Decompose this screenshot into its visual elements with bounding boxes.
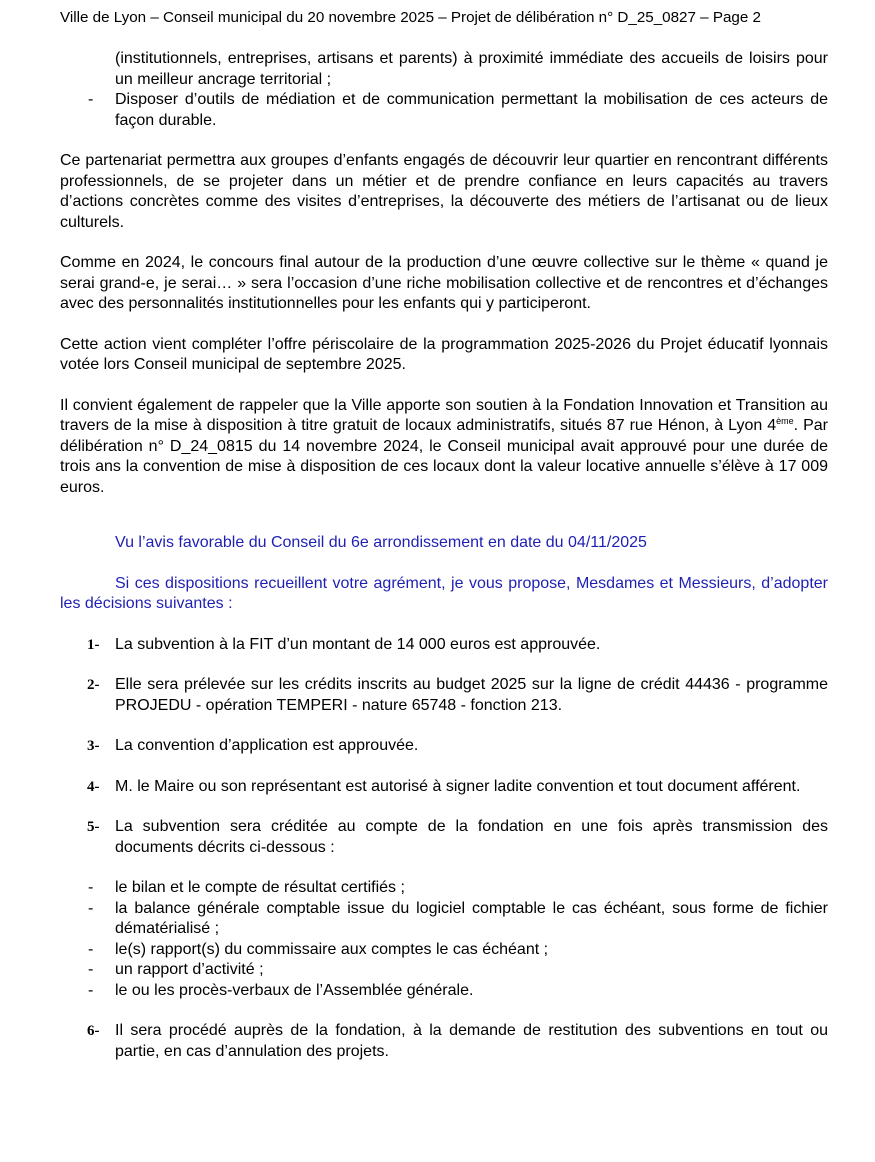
decision-text: La subvention à la FIT d’un montant de 14 000 euros est approuvée. <box>115 635 601 653</box>
decision-text: Il sera procédé auprès de la fondation, à la demande de restitution des subventions en tout ou partie, en cas d’annulation des projets. <box>115 1022 828 1060</box>
locaux-text-end: . Par délibération n° D_24_0815 du 14 novembre 2024, le Conseil municipal avait approuvé pour une durée de trois ans la convention de mise à disposition de ces locaux dont la valeur locative annuelle s’élève à 17 009 euros. <box>60 417 829 496</box>
bullet-text: Disposer d’outils de médiation et de communication permettant la mobilisation de ces acteurs de façon durable. <box>115 91 828 129</box>
decision-item <box>60 817 828 858</box>
intro-bullet <box>60 90 828 131</box>
decision-number: 6- <box>87 1023 100 1039</box>
locaux-text-start: Il convient également de rappeler que la Ville apporte son soutien à la Fondation Innovation et Transition au travers de la mise à disposition à titre gratuit de locaux administratifs, situés 87 rue Hénon, à Lyon 4 <box>60 396 828 434</box>
documents-list-item <box>60 981 828 1002</box>
documents-list-item <box>60 899 828 940</box>
decision-item <box>60 1021 828 1062</box>
documents-list-text: le ou les procès-verbaux de l’Assemblée générale. <box>115 981 474 999</box>
decision-text: La subvention sera créditée au compte de la fondation en une fois après transmission des documents décrits ci-dessous : <box>115 818 828 856</box>
page-header: Ville de Lyon – Conseil municipal du 20 novembre 2025 – Projet de délibération n° D_25_0827 – Page 2 <box>60 9 761 26</box>
paragraph-locaux <box>60 396 828 499</box>
decision-item <box>60 777 828 798</box>
bullet-dash: - <box>88 91 94 108</box>
documents-list-text: le bilan et le compte de résultat certifiés ; <box>115 879 405 896</box>
paragraph-concours: Comme en 2024, le concours final autour de la production d’une œuvre collective sur le thème « quand je serai grand-e, je serai… » sera l’occasion d’une riche mobilisation collective et de rencontres et d’échanges avec des personnalités institutionnelles pour les enfants qui y participeront. <box>60 254 828 312</box>
documents-list-item <box>60 960 828 981</box>
documents-list-text: un rapport d’activité ; <box>115 961 264 978</box>
decision-text: La convention d’application est approuvée. <box>115 737 419 754</box>
document-body <box>60 49 828 1062</box>
avis-line: Vu l’avis favorable du Conseil du 6e arrondissement en date du 04/11/2025 <box>115 534 647 551</box>
bullet-dash: - <box>88 961 94 978</box>
proposal-paragraph: Si ces dispositions recueillent votre agrément, je vous propose, Mesdames et Messieurs, d’adopter les décisions suivantes : <box>60 574 828 612</box>
intro-continuation: (institutionnels, entreprises, artisans et parents) à proximité immédiate des accueils de loisirs pour un meilleur ancrage territorial ; <box>115 50 828 88</box>
decision-number: 5- <box>87 819 100 835</box>
decision-text: M. le Maire ou son représentant est autorisé à signer ladite convention et tout document afférent. <box>115 777 801 795</box>
decision-text: Elle sera prélevée sur les crédits inscrits au budget 2025 sur la ligne de crédit 44436 - programme PROJEDU - opération TEMPERI - nature 65748 - fonction 213. <box>115 676 828 714</box>
decision-number: 4- <box>87 778 100 795</box>
documents-list-text: le(s) rapport(s) du commissaire aux comptes le cas échéant ; <box>115 940 549 958</box>
decision-item <box>60 635 828 656</box>
documents-list <box>60 878 828 1001</box>
decision-number: 2- <box>87 677 100 693</box>
decision-number: 3- <box>87 738 100 754</box>
documents-list-item <box>60 878 828 899</box>
decision-item <box>60 675 828 716</box>
decision-number: 1- <box>87 636 100 653</box>
bullet-dash: - <box>88 879 94 896</box>
bullet-dash: - <box>88 940 94 958</box>
documents-list-item <box>60 940 828 961</box>
paragraph-periscolaire: Cette action vient compléter l’offre périscolaire de la programmation 2025-2026 du Projet éducatif lyonnais votée lors Conseil municipal de septembre 2025. <box>60 335 828 373</box>
locaux-superscript: ème <box>776 416 794 426</box>
bullet-dash: - <box>88 899 94 917</box>
bullet-dash: - <box>88 981 94 999</box>
documents-list-text: la balance générale comptable issue du logiciel comptable le cas échéant, sous forme de fichier dématérialisé ; <box>115 899 828 937</box>
paragraph-partenariat: Ce partenariat permettra aux groupes d’enfants engagés de découvrir leur quartier en rencontrant différents professionnels, de se projeter dans un métier et de prendre confiance en leurs capacités au travers d’actions concrètes comme des visites d’entreprises, la découverte des métiers de l’artisanat ou de lieux culturels. <box>60 152 828 231</box>
decision-item <box>60 736 828 757</box>
